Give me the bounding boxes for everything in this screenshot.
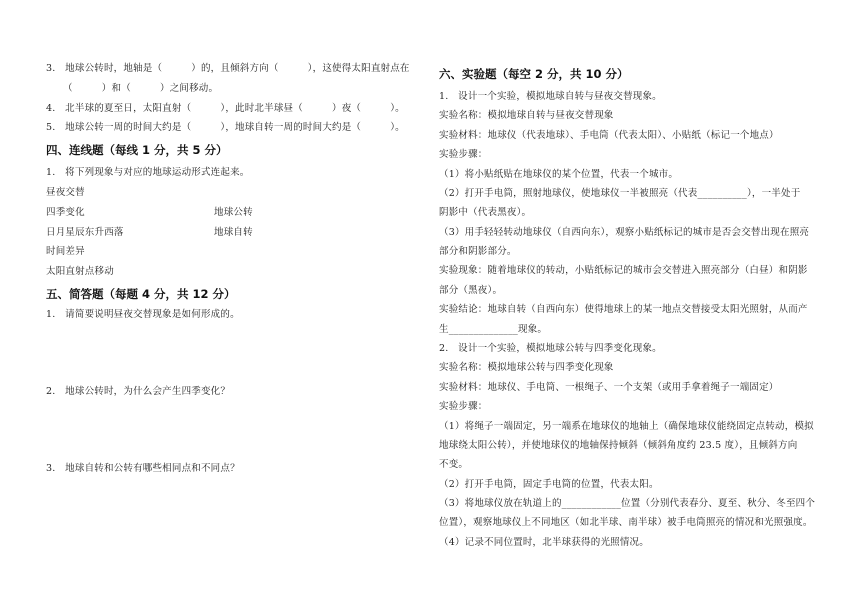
match-left-item: 四季变化 [46, 207, 85, 218]
short-answer-question-3: 3. 地球自转和公转有哪些相同点和不同点？ [46, 463, 240, 474]
experiment-line: 生______________现象。 [439, 323, 548, 335]
experiment-line: 不变。 [439, 459, 469, 471]
experiment-line: 位置），观察地球仪上不同地区（如北半球、南半球）被手电筒照亮的情况和光照强度。 [439, 517, 813, 529]
experiment-line: 2. 设计一个实验，模拟地球公转与四季变化现象。 [439, 342, 662, 354]
question-5: 5. 地球公转一周的时间大约是（ ），地球自转一周的时间大约是（ ）。 [46, 122, 405, 133]
experiment-line: （3）用手轻轻转动地球仪（自西向东），观察小贴纸标记的城市是否会交替出现在照亮 [439, 226, 810, 238]
experiment-line: 部分和阴影部分。 [439, 246, 517, 257]
match-right-item: 地球公转 [214, 207, 253, 218]
experiment-line: 实验名称：模拟地球公转与四季变化现象 [439, 362, 614, 374]
question-3-line-1: 3. 地球公转时，地轴是（ ）的，且倾斜方向（ ），这使得太阳直射点在 [46, 63, 410, 74]
experiment-line: 实验名称：模拟地球自转与昼夜交替现象 [439, 110, 614, 122]
experiment-line: （3）将地球仪放在轨道上的____________位置（分别代表春分、夏至、秋分、冬至四个 [439, 498, 816, 509]
experiment-line: 实验材料：地球仪（代表地球）、手电筒（代表太阳）、小贴纸（标记一个地点） [439, 129, 779, 141]
experiment-line: 实验结论：地球自转（自西向东）使得地球上的某一地点交替接受太阳光照射，从而产 [439, 304, 808, 316]
section-4-instruction: 1. 将下列现象与对应的地球运动形式连起来。 [46, 167, 250, 178]
experiment-line: 实验步骤： [439, 401, 488, 413]
experiment-line: （2）打开手电筒，固定手电筒的位置，代表太阳。 [439, 478, 659, 490]
experiment-line: 实验现象：随着地球仪的转动，小贴纸标记的城市会交替进入照亮部分（白昼）和阴影 [439, 265, 808, 277]
section-4-title: 四、连线题（每线 1 分，共 5 分） [46, 143, 228, 157]
experiment-line: 1. 设计一个实验，模拟地球自转与昼夜交替现象。 [439, 91, 662, 102]
experiment-line: （2）打开手电筒，照射地球仪，使地球仪一半被照亮（代表__________），一半处于 [439, 187, 801, 199]
match-left-item: 日月星辰东升西落 [46, 227, 124, 238]
experiment-line: 地球绕太阳公转），并使地球仪的地轴保持倾斜（倾斜角度约 23.5 度），且倾斜方向 [439, 439, 798, 451]
match-left-item: 昼夜交替 [46, 187, 85, 198]
experiment-line: 实验材料：地球仪、手电筒、一根绳子、一个支架（或用手拿着绳子一端固定） [439, 381, 779, 393]
match-left-item: 太阳直射点移动 [46, 266, 114, 277]
match-right-item: 地球自转 [214, 227, 253, 238]
experiment-line: （1）将绳子一端固定，另一端系在地球仪的地轴上（确保地球仪能绕固定点转动，模拟 [439, 420, 814, 432]
experiment-line: 部分（黑夜）。 [439, 284, 503, 296]
question-3-line-2: （ ）和（ ）之间移动。 [63, 83, 219, 94]
experiment-line: 实验步骤： [439, 149, 488, 161]
experiment-line: （1）将小贴纸贴在地球仪的某个位置，代表一个城市。 [439, 168, 679, 180]
section-6-title: 六、实验题（每空 2 分，共 10 分） [439, 67, 629, 81]
question-4: 4. 北半球的夏至日，太阳直射（ ），此时北半球昼（ ）夜（ ）。 [46, 103, 405, 114]
match-left-item: 时间差异 [46, 246, 85, 257]
short-answer-question-1: 1. 请简要说明昼夜交替现象是如何形成的。 [46, 309, 240, 320]
short-answer-question-2: 2. 地球公转时，为什么会产生四季变化？ [46, 386, 231, 397]
experiment-line: （4）记录不同位置时，北半球获得的光照情况。 [439, 536, 649, 548]
experiment-line: 阴影中（代表黑夜）。 [439, 207, 532, 219]
section-5-title: 五、简答题（每题 4 分，共 12 分） [46, 287, 236, 301]
